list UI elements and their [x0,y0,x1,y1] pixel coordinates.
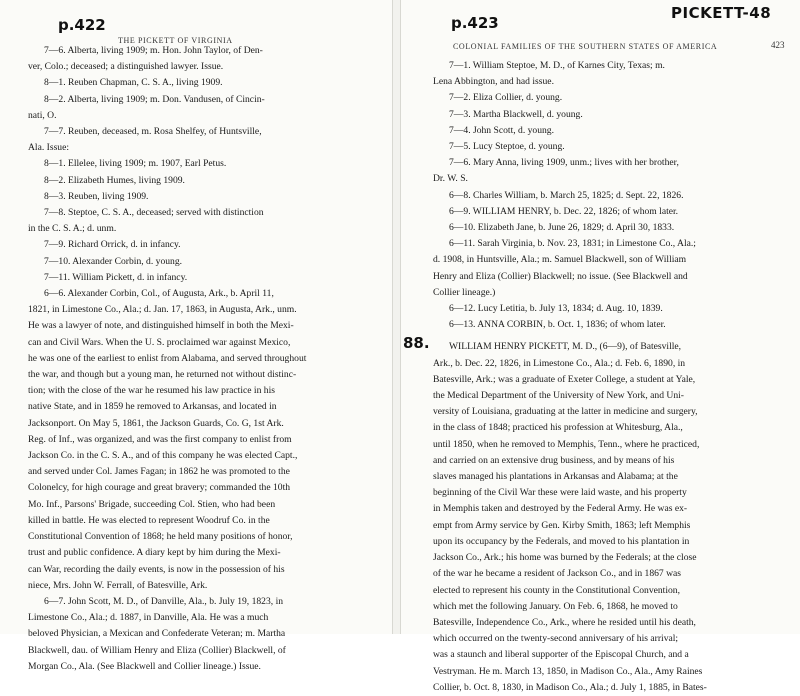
left-page-handwritten-label: p.422 [58,16,106,34]
text-line: 7—5. Lucy Steptoe, d. young. [449,141,565,153]
text-line: 7—7. Reuben, deceased, m. Rosa Shelfey, of Huntsville, [44,126,262,138]
text-line: 6—11. Sarah Virginia, b. Nov. 23, 1831; in Limestone Co., Ala.; [449,238,696,250]
text-line: 8—2. Alberta, living 1909; m. Don. Vandusen, of Cincin- [44,93,265,105]
text-line: was a staunch and liberal supporter of the Episcopal Church, and a [433,649,689,661]
text-line: Dr. W. S. [433,173,468,185]
text-line: Reg. of Inf., was organized, and was the first company to enlist from [28,433,292,445]
text-line: Ala. Issue: [28,142,70,154]
text-line: killed in battle. He was elected to represent Woodruf Co. in the [28,514,270,526]
text-line: 8—1. Reuben Chapman, C. S. A., living 1909. [44,77,223,89]
text-line: which met the following January. On Feb. 6, 1868, he moved to [433,600,678,612]
entry-number-annotation: 88. [403,334,430,352]
page-number: 423 [771,40,785,50]
text-line: Henry and Eliza (Collier) Blackwell; no issue. (See Blackwell and [433,270,688,282]
text-line: and served under Col. James Fagan; in 1862 he was promoted to the [28,466,290,478]
text-line: d. 1908, in Huntsville, Ala.; m. Samuel Blackwell, son of William [433,254,687,266]
text-line: Mo. Inf., Parsons' Brigade, succeeding Col. Stien, who had been [28,498,276,510]
text-line: Blackwell, dau. of William Henry and Eliza (Collier) Blackwell, of [28,644,286,656]
text-line: 6—9. WILLIAM HENRY, b. Dec. 22, 1826; of whom later. [449,205,679,217]
text-line: and carried on an extensive drug business, and by means of his [433,454,675,466]
text-line: 6—7. John Scott, M. D., of Danville, Ala., b. July 19, 1823, in [44,595,284,607]
text-line: 7—3. Martha Blackwell, d. young. [449,108,583,120]
text-line: 8—1. Ellelee, living 1909; m. 1907, Earl Petus. [44,158,227,170]
text-line: 1821, in Limestone Co., Ala.; d. Jan. 17, 1863, in Augusta, Ark., unm. [28,304,297,316]
text-line: Lena Abbington, and had issue. [433,76,554,88]
text-line: the Medical Department of the University of New York, and Uni- [433,390,684,402]
text-line: 6—13. ANNA CORBIN, b. Oct. 1, 1836; of whom later. [449,319,666,331]
text-line: upon its occupancy by the Federals, and moved to his plantation in [433,535,690,547]
right-running-head: COLONIAL FAMILIES OF THE SOUTHERN STATES OF AMERICA [453,42,718,51]
text-line: 6—8. Charles William, b. March 25, 1825; d. Sept. 22, 1826. [449,189,684,201]
book-gutter [392,0,401,634]
text-line: Jackson Co. in the C. S. A., and of this company he was elected Capt., [28,450,298,462]
text-line: the war, and though but a young man, he returned not without distinc- [28,369,297,381]
text-line: 6—10. Elizabeth Jane, b. June 26, 1829; d. April 30, 1833. [449,222,675,234]
text-line: tion; with the close of the war he resumed his law practice in his [28,385,275,397]
left-page-body [28,43,384,675]
text-line: Vestryman. He m. March 13, 1850, in Madison Co., Ala., Amy Raines [433,665,703,677]
text-line: Ark., b. Dec. 22, 1826, in Limestone Co., Ala.; d. Feb. 6, 1890, in [433,357,686,369]
text-line: 6—12. Lucy Letitia, b. July 13, 1834; d. Aug. 10, 1839. [449,303,663,315]
text-line: 7—11. William Pickett, d. in infancy. [44,271,188,283]
text-line: of the war he became a resident of Jackson Co., and in 1867 was [433,568,682,580]
text-line: 7—6. Mary Anna, living 1909, unm.; lives with her brother, [449,157,679,169]
text-line: 7—10. Alexander Corbin, d. young. [44,255,183,267]
text-line: versity of Louisiana, graduating at the latter in medicine and surgery, [433,406,698,418]
text-line: in the C. S. A.; d. unm. [28,223,117,235]
left-running-head: THE PICKETT OF VIRGINIA [118,36,233,45]
text-line: trust and public confidence. A diary kept by him during the Mexi- [28,547,281,559]
text-line: Constitutional Convention of 1868; he held many positions of honor, [28,531,293,543]
text-line: nati, O. [28,109,57,121]
text-line: native State, and in 1859 he removed to Arkansas, and located in [28,401,277,413]
right-page-body [433,58,793,696]
text-line: 6—6. Alexander Corbin, Col., of Augusta, Ark., b. April 11, [44,288,274,300]
text-line: 7—2. Eliza Collier, d. young. [449,92,563,104]
text-line: which occurred on the twenty-second anniversary of his arrival; [433,633,679,645]
text-line: niece, Mrs. John W. Ferrall, of Batesville, Ark. [28,579,208,591]
text-line: in the class of 1848; practiced his profession at Whitesburg, Ala., [433,422,683,434]
text-line: in Memphis taken and destroyed by the Federal Army. He was ex- [433,503,688,515]
text-line: 7—6. Alberta, living 1909; m. Hon. John Taylor, of Den- [44,45,263,56]
text-line: Batesville, Independence Co., Ark., where he resided until his death, [433,616,696,628]
text-line: 8—3. Reuben, living 1909. [44,190,149,202]
text-line: elected to represent his county in the Constitutional Convention, [433,584,680,596]
text-line: Collier lineage.) [433,286,496,298]
text-line: Jacksonport. On May 5, 1861, the Jackson Guards, Co. G, 1st Ark. [28,417,284,429]
text-line: beloved Physician, a Mexican and Confederate Veteran; m. Martha [28,628,286,640]
text-line: until 1850, when he removed to Memphis, Tenn., where he practiced, [433,438,700,450]
text-line: 7—8. Steptoe, C. S. A., deceased; served with distinction [44,207,264,219]
text-line: 8—2. Elizabeth Humes, living 1909. [44,174,185,186]
text-line: he was one of the earliest to enlist from Alabama, and served throughout [28,352,307,364]
text-line: empt from Army service by Gen. Kirby Smith, 1863; left Memphis [433,519,691,531]
reference-code: PICKETT-48 [671,4,772,22]
text-line: 7—4. John Scott, d. young. [449,124,555,136]
text-line: WILLIAM HENRY PICKETT, M. D., (6—9), of Batesville, [449,341,682,353]
text-line: can and Civil Wars. When the U. S. proclaimed war against Mexico, [28,336,291,348]
text-line: Limestone Co., Ala.; d. 1887, in Danville, Ala. He was a much [28,612,269,624]
text-line: Batesville, Ark.; was a graduate of Exeter College, a student at Yale, [433,373,696,385]
left-page [0,0,392,672]
text-line: Jackson Co., Ark.; his home was burned by the Federals; at the close [433,552,697,564]
text-line: can War, recording the daily events, is now in the possession of his [28,563,285,575]
text-line: Colonelcy, for high courage and great bravery; commanded the 10th [28,482,291,494]
right-page [401,0,800,693]
right-page-handwritten-label: p.423 [451,14,499,32]
text-line: slaves managed his plantations in Arkansas and Alabama; at the [433,471,678,483]
text-line: He was a lawyer of note, and distinguished himself in both the Mexi- [28,320,294,332]
text-line: Collier, b. Oct. 8, 1830, in Madison Co., Ala.; d. July 1, 1885, in Bates- [433,681,707,693]
text-line: Morgan Co., Ala. (See Blackwell and Collier lineage.) Issue. [28,660,261,672]
text-line: beginning of the Civil War these were laid waste, and his property [433,487,687,499]
text-line: 7—1. William Steptoe, M. D., of Karnes City, Texas; m. [449,60,665,71]
text-line: 7—9. Richard Orrick, d. in infancy. [44,239,181,251]
text-line: ver, Colo.; deceased; a distinguished lawyer. Issue. [28,61,224,73]
